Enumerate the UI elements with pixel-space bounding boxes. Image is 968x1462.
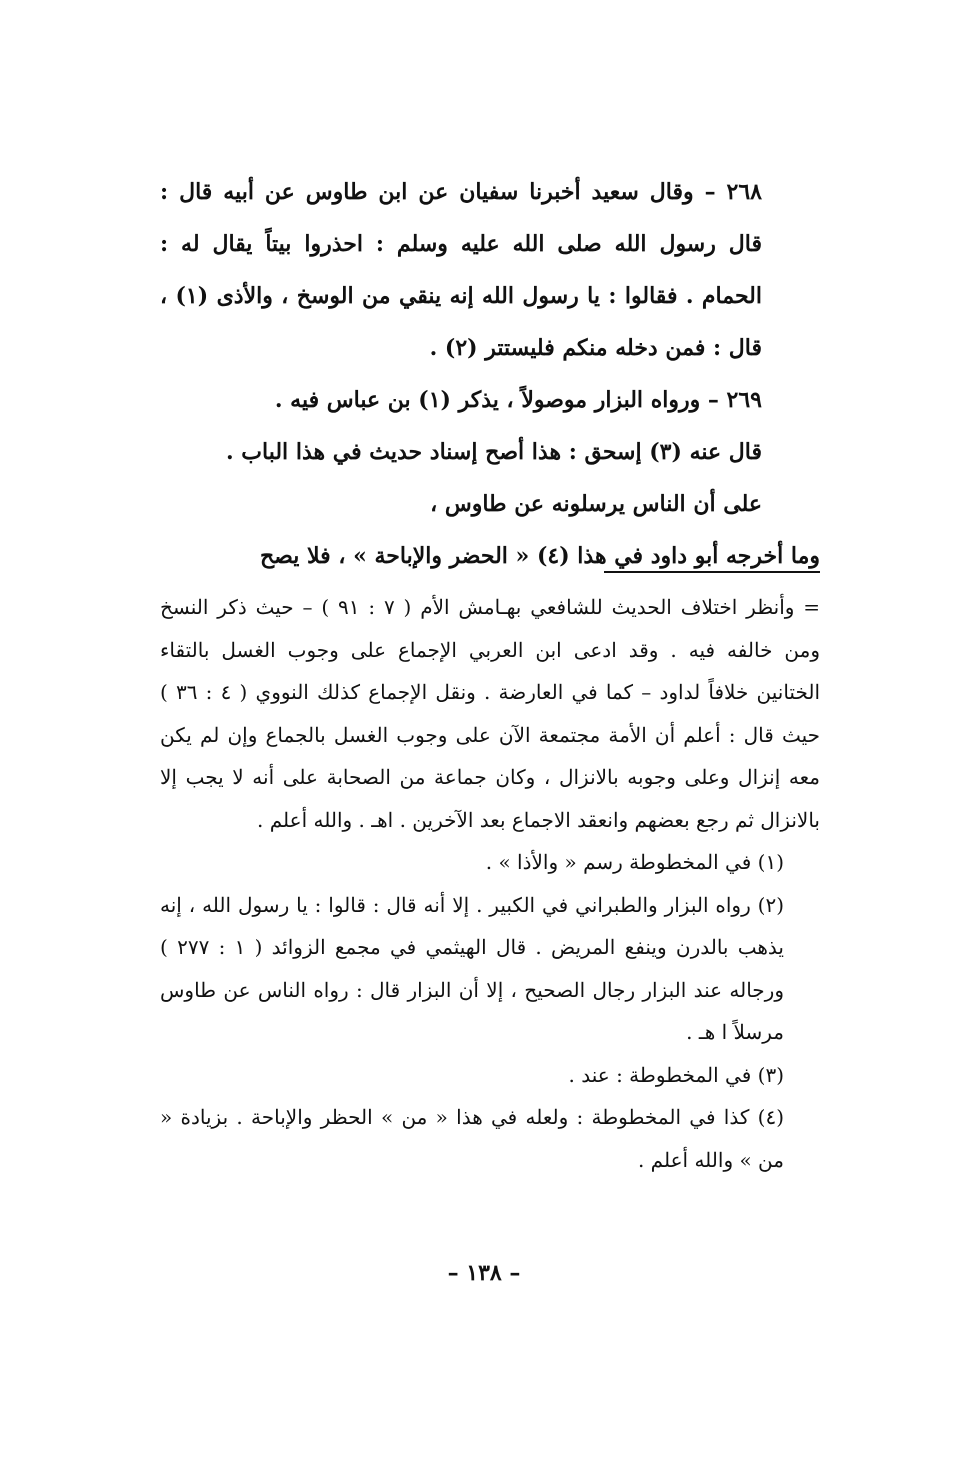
main-text bbox=[160, 166, 820, 582]
hadith-268: ٢٦٨ – وقال سعيد أخبرنا سفيان عن ابن طاوس عن أبيه قال : قال رسول الله صلى الله عليه وسلم : احذروا بيتاً يقال له : الحمام . فقالوا : يا رسول الله إنه ينقي من الوسخ ، والأذى (١) ، قال : فمن دخله منكم فليستتر (٢) . bbox=[160, 179, 762, 361]
footnote-continued: = وأنظر اختلاف الحديث للشافعي بهـامش الأم ( ٧ : ٩١ ) – حيث ذكر النسخ ومن خالفه فيه . وقد ادعى ابن العربي الإجماع على وجوب الغسل بالتقاء الختانين خلافاً لداود – كما في العارضة . ونقل الإجماع كذلك النووي ( ٤ : ٣٦ ) حيث قال : أعلم أن الأمة مجتمعة الآن على وجوب الغسل بالجماع وإن لم يكن معه إنزال وعلى وجوبه بالانزال ، وكان جماعة من الصحابة على أنه لا يجب إلا بالانزال ثم رجع بعضهم وانعقد الاجماع بعد الآخرين . اهـ . والله أعلم . bbox=[160, 595, 821, 832]
footnote-1: (١) في المخطوطة رسم « والأذا » . bbox=[485, 850, 784, 874]
footnote-4: (٤) كذا في المخطوطة : ولعله في هذا « من » الحظر والإباحة . بزيادة « من » والله أعلم . bbox=[160, 1105, 784, 1172]
footnote-separator bbox=[604, 571, 820, 573]
footnote-3: (٣) في المخطوطة : عند . bbox=[568, 1062, 784, 1087]
hadith-269-line-2: قال عنه (٣) إسحق : هذا أصح إسناد حديث في هذا الباب . bbox=[225, 439, 762, 465]
hadith-269: ٢٦٩ – ورواه البزار موصولاً ، يذكر (١) بن عباس فيه . bbox=[274, 387, 762, 413]
footnote-2: (٢) رواه البزار والطبراني في الكبير . إلا أنه قال : قالوا : يا رسول الله ، إنه يذهب بالدرن وينفع المريض . قال الهيثمي في مجمع الزوائد ( ١ : ٢٧٧ ) ورجاله عند البزار رجال الصحيح ، إلا أن البزار قال : رواه الناس عن طاوس مرسلاً ا هـ . bbox=[160, 892, 784, 1044]
hadith-269-line-3: على أن الناس يرسلونه عن طاوس ، bbox=[430, 491, 762, 517]
page-number: – ١٣٨ – bbox=[447, 1260, 521, 1286]
hadith-269-line-4: وما أخرجه أبو داود في هذا (٤) « الحضر والإباحة » ، فلا يصح bbox=[259, 543, 820, 569]
footnotes bbox=[160, 586, 820, 1181]
